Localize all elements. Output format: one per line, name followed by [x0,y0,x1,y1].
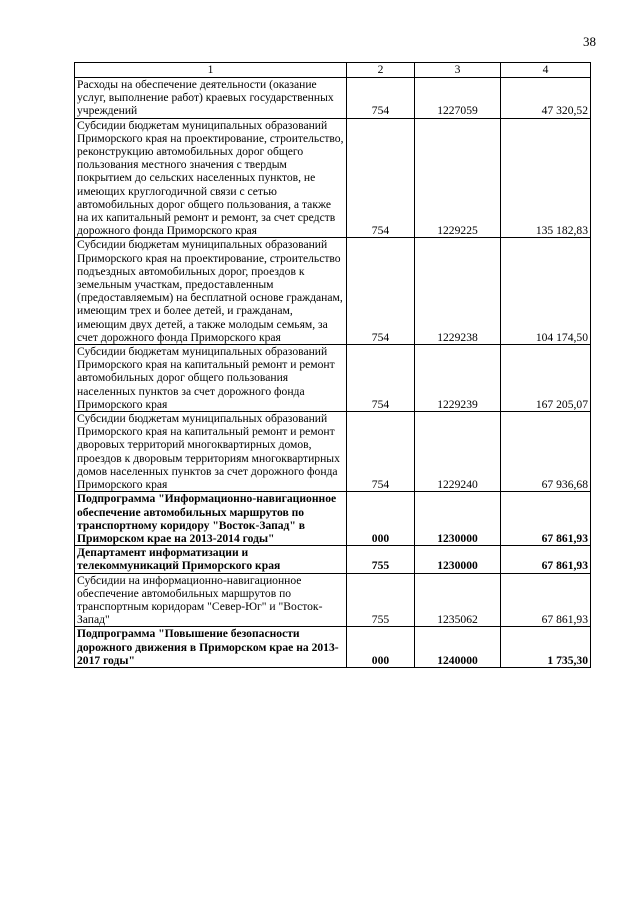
row-department-code: 000 [347,627,415,668]
row-department-code: 754 [347,412,415,492]
row-amount: 47 320,52 [501,78,591,119]
row-amount: 167 205,07 [501,345,591,412]
table-row [75,573,591,627]
row-description: Субсидии бюджетам муниципальных образований Приморского края на проектирование, строительство, реконструкцию автомобильных дорог общего пользования местного значения с твердым покрытием до сельских населенных пунктов, не имеющих круглогодичной связи с сетью автомобильных дорог общего пользования, а также на их капитальный ремонт и ремонт, за счет средств дорожного фонда Приморского края [75,118,347,238]
table-row [75,412,591,492]
table-row [75,345,591,412]
page-number: 38 [583,34,596,49]
column-header-1: 1 [75,63,347,78]
row-budget-code: 1229240 [415,412,501,492]
row-budget-code: 1227059 [415,78,501,119]
row-budget-code: 1230000 [415,492,501,546]
row-department-code: 754 [347,238,415,345]
header-row [75,63,591,78]
row-amount: 1 735,30 [501,627,591,668]
row-amount: 67 861,93 [501,573,591,627]
row-description: Субсидии на информационно-навигационное обеспечение автомобильных маршрутов по транспортным коридорам "Север-Юг" и "Восток-Запад" [75,573,347,627]
row-description: Субсидии бюджетам муниципальных образований Приморского края на капитальный ремонт и ремонт дворовых территорий многоквартирных домов, проездов к дворовым территориям многоквартирных домов населенных пунктов за счет дорожного фонда Приморского края [75,412,347,492]
row-department-code: 754 [347,345,415,412]
row-department-code: 755 [347,573,415,627]
row-description: Расходы на обеспечение деятельности (оказание услуг, выполнение работ) краевых государственных учреждений [75,78,347,119]
row-description: Подпрограмма "Повышение безопасности дорожного движения в Приморском крае на 2013-2017 годы" [75,627,347,668]
row-budget-code: 1240000 [415,627,501,668]
row-budget-code: 1230000 [415,546,501,573]
table-row [75,627,591,668]
row-department-code: 754 [347,78,415,119]
row-amount: 67 861,93 [501,492,591,546]
column-header-2: 2 [347,63,415,78]
row-description: Подпрограмма "Информационно-навигационное обеспечение автомобильных маршрутов по транспортному коридору "Восток-Запад" в Приморском крае на 2013-2014 годы" [75,492,347,546]
row-department-code: 755 [347,546,415,573]
row-budget-code: 1235062 [415,573,501,627]
table-row [75,546,591,573]
row-department-code: 000 [347,492,415,546]
row-amount: 104 174,50 [501,238,591,345]
row-amount: 135 182,83 [501,118,591,238]
row-budget-code: 1229225 [415,118,501,238]
table-row [75,118,591,238]
row-budget-code: 1229238 [415,238,501,345]
row-budget-code: 1229239 [415,345,501,412]
row-description: Субсидии бюджетам муниципальных образований Приморского края на капитальный ремонт и ремонт автомобильных дорог общего пользования населенных пунктов за счет дорожного фонда Приморского края [75,345,347,412]
row-description: Департамент информатизации и телекоммуникаций Приморского края [75,546,347,573]
row-description: Субсидии бюджетам муниципальных образований Приморского края на проектирование, строительство подъездных автомобильных дорог, проездов к земельным участкам, предоставленным (предоставляемым) на бесплатной основе гражданам, имеющим трех и более детей, и гражданам, имеющим двух детей, а также молодым семьям, за счет дорожного фонда Приморского края [75,238,347,345]
table-row [75,492,591,546]
column-header-3: 3 [415,63,501,78]
table-row [75,78,591,119]
row-amount: 67 936,68 [501,412,591,492]
row-department-code: 754 [347,118,415,238]
table-row [75,238,591,345]
budget-table [74,62,591,668]
row-amount: 67 861,93 [501,546,591,573]
column-header-4: 4 [501,63,591,78]
